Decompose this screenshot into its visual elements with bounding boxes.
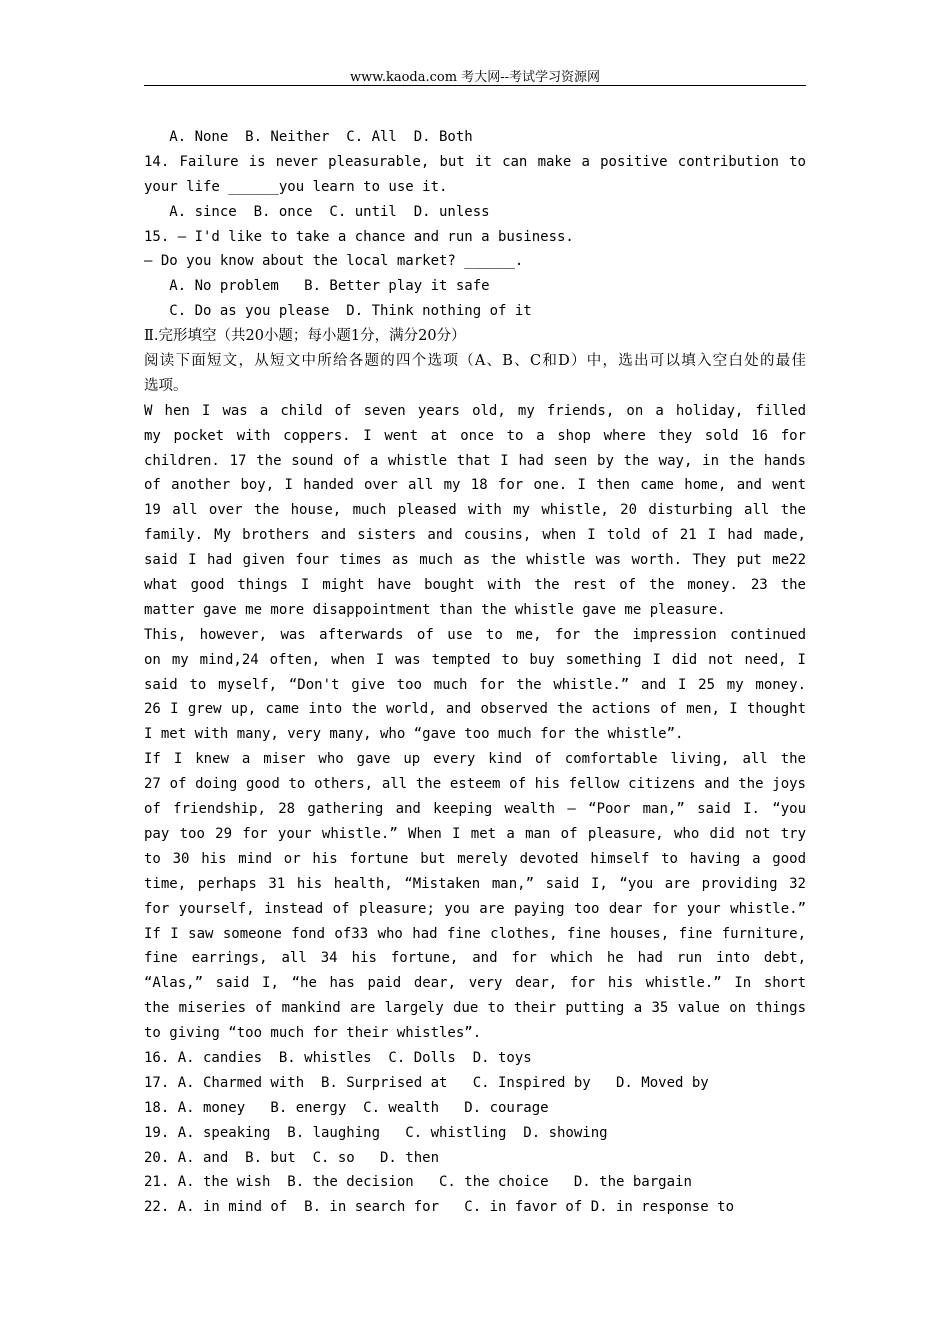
text-line: This, however, was afterwards of use to me, for the impression continued	[144, 626, 806, 643]
header-divider	[144, 85, 806, 86]
text-line: 19. A. speaking B. laughing C. whistling D. showing	[144, 1124, 608, 1141]
text-line: matter gave me more disappointment than the whistle gave me pleasure.	[144, 601, 726, 618]
text-line: 18. A. money B. energy C. wealth D. courage	[144, 1099, 549, 1116]
text-line: family. My brothers and sisters and cousins, when I told of 21 I had made,	[144, 527, 806, 544]
text-line: A. since B. once C. until D. unless	[144, 203, 490, 220]
text-line: 22. A. in mind of B. in search for C. in favor of D. in response to	[144, 1199, 735, 1216]
text-line: 阅读下面短文，从短文中所给各题的四个选项（A、B、C和D）中，选出可以填入空白处的最佳	[144, 353, 806, 370]
text-line: 19 all over the house, much pleased with my whistle, 20 disturbing all the	[144, 502, 806, 519]
text-line: what good things I might have bought with the rest of the money. 23 the	[144, 577, 806, 594]
text-line: — Do you know about the local market? ______.	[144, 253, 524, 270]
text-line: your life ______you learn to use it.	[144, 178, 448, 195]
text-line: said I had given four times as much as the whistle was worth. They put me22	[144, 552, 806, 569]
text-line: my pocket with coppers. I went at once to a shop where they sold 16 for	[144, 427, 806, 444]
text-line: to 30 his mind or his fortune but merely devoted himself to having a good	[144, 850, 806, 867]
text-line: If I knew a miser who gave up every kind of comfortable living, all the	[144, 751, 806, 768]
text-line: on my mind,24 often, when I was tempted to buy something I did not need, I	[144, 651, 806, 668]
text-line: 27 of doing good to others, all the esteem of his fellow citizens and the joys	[144, 776, 806, 793]
text-line: to giving “too much for their whistles”.	[144, 1025, 482, 1042]
text-line: I met with many, very many, who “gave too much for the whistle”.	[144, 726, 684, 743]
text-line: Ⅱ.完形填空（共20小题；每小题1分，满分20分）	[144, 328, 466, 345]
text-line: time, perhaps 31 his health, “Mistaken man,” said I, “you are providing 32	[144, 875, 806, 892]
text-line: 15. — I'd like to take a chance and run a business.	[144, 228, 574, 245]
text-line: C. Do as you please D. Think nothing of it	[144, 303, 532, 320]
page-header: www.kaoda.com 考大网--考试学习资源网	[350, 70, 600, 85]
text-line: “Alas,” said I, “he has paid dear, very dear, for his whistle.” In short	[144, 975, 806, 992]
text-line: said to myself, “Don't give too much for the whistle.” and I 25 my money.	[144, 676, 806, 693]
text-line: for yourself, instead of pleasure; you are paying too dear for your whistle.”	[144, 900, 806, 917]
text-line: the miseries of mankind are largely due to their putting a 35 value on things	[144, 1000, 806, 1017]
text-line: pay too 29 for your whistle.” When I met a man of pleasure, who did not try	[144, 825, 806, 842]
text-line: 21. A. the wish B. the decision C. the choice D. the bargain	[144, 1174, 692, 1191]
text-line: of friendship, 28 gathering and keeping wealth — “Poor man,” said I. “you	[144, 801, 806, 818]
text-line: fine earrings, all 34 his fortune, and for which he had run into debt,	[144, 950, 806, 967]
text-line: If I saw someone fond of33 who had fine clothes, fine houses, fine furniture,	[144, 925, 806, 942]
text-line: 16. A. candies B. whistles C. Dolls D. toys	[144, 1049, 532, 1066]
text-line: A. No problem B. Better play it safe	[144, 278, 490, 295]
text-line: 14. Failure is never pleasurable, but it can make a positive contribution to	[144, 153, 806, 170]
text-line: A. None B. Neither C. All D. Both	[144, 129, 473, 145]
text-line: 20. A. and B. but C. so D. then	[144, 1149, 440, 1166]
text-line: W hen I was a child of seven years old, my friends, on a holiday, filled	[144, 402, 806, 419]
text-line: of another boy, I handed over all my 18 for one. I then came home, and went	[144, 477, 806, 494]
text-line: 选项。	[144, 377, 188, 394]
text-line: 17. A. Charmed with B. Surprised at C. Inspired by D. Moved by	[144, 1074, 709, 1091]
document-body	[144, 125, 806, 1220]
text-line: 26 I grew up, came into the world, and observed the actions of men, I thought	[144, 701, 806, 718]
text-line: children. 17 the sound of a whistle that I had seen by the way, in the hands	[144, 452, 806, 469]
